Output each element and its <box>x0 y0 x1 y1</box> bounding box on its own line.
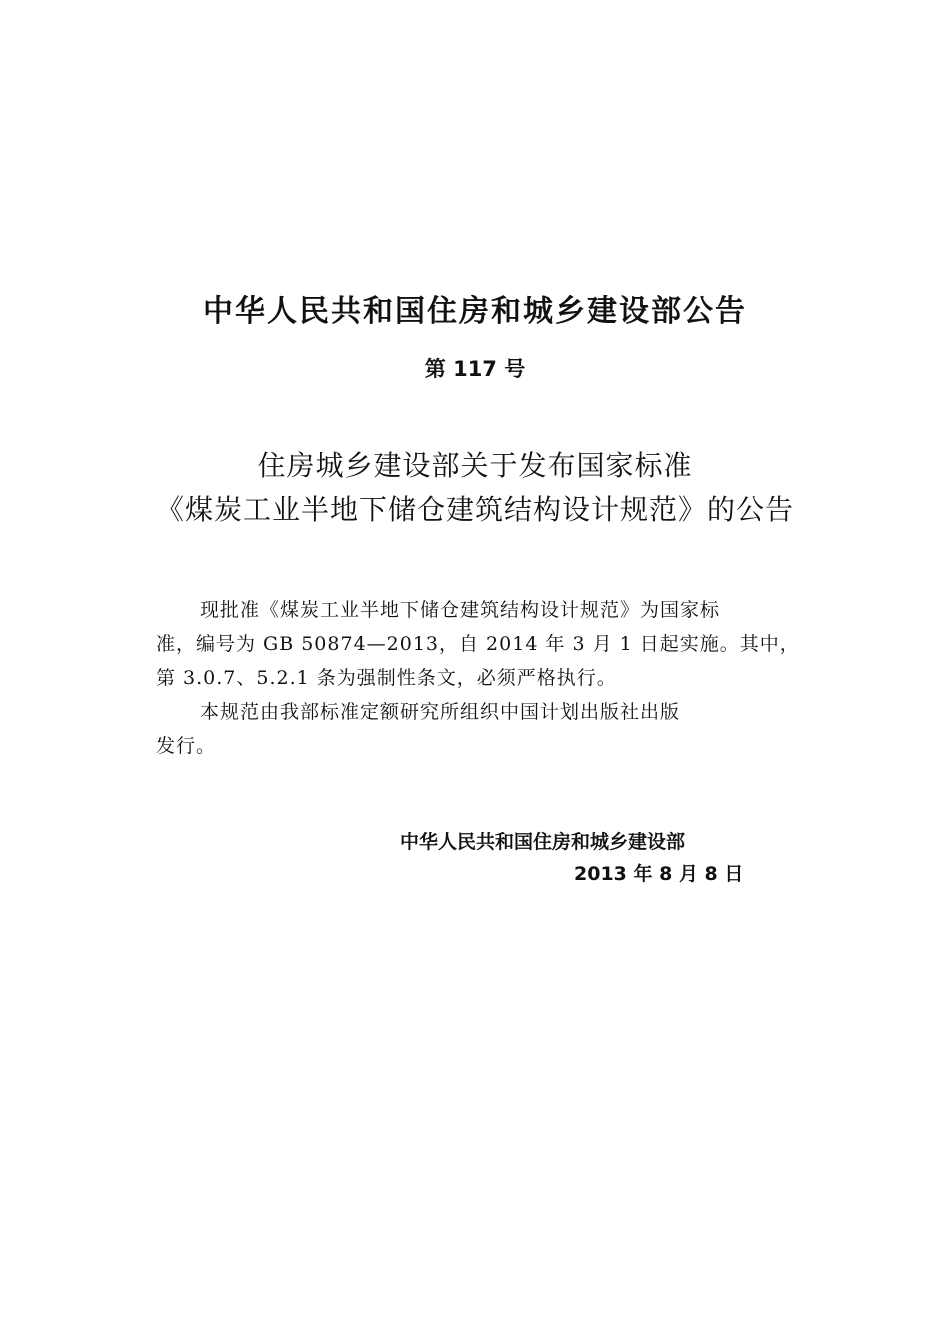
body-paragraph-1-line-2: 准，编号为 GB 50874—2013，自 2014 年 3 月 1 日起实施。其中， <box>156 633 800 655</box>
announcement-title: 中华人民共和国住房和城乡建设部公告 <box>203 294 747 330</box>
body-paragraph-2 <box>156 695 786 763</box>
body-paragraph-2-line-1: 本规范由我部标准定额研究所组织中国计划出版社出版 <box>200 701 681 723</box>
announcement-subtitle-line-1: 住房城乡建设部关于发布国家标准 <box>257 449 693 482</box>
issuing-organization: 中华人民共和国住房和城乡建设部 <box>400 831 686 853</box>
body-paragraph-1 <box>156 593 800 695</box>
body-paragraph-1-line-3: 第 3.0.7、5.2.1 条为强制性条文，必须严格执行。 <box>156 667 617 689</box>
body-paragraph-2-line-2: 发行。 <box>156 735 217 757</box>
announcement-subtitle-line-2: 《煤炭工业半地下储仓建筑结构设计规范》的公告 <box>155 493 794 526</box>
issue-date: 2013 年 8 月 8 日 <box>574 863 744 885</box>
body-paragraph-1-line-1: 现批准《煤炭工业半地下储仓建筑结构设计规范》为国家标 <box>200 599 721 621</box>
announcement-number: 第 117 号 <box>424 357 526 381</box>
